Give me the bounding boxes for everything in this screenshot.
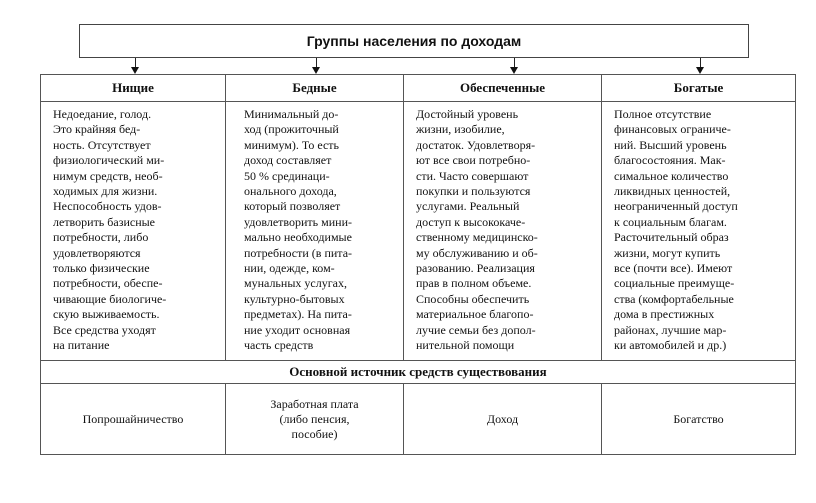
source-cell-low-income <box>226 384 404 455</box>
description-text: Достойный уровень жизни, изобилие, достаток. Удовлетворя- ют все свои потребно- сти. Часто совершают покупки и пользуются услугами. Реальный доступ к высококаче- ственному медицинско- му обслуживанию и об- разованию. Реализация прав в полном объеме. Способны обеспечить материальное благопо- лучие семьи без допол- нительной помощи <box>416 107 538 353</box>
source-text: Попрошайничество <box>82 411 184 426</box>
income-groups-table <box>40 74 796 455</box>
description-row <box>41 102 796 361</box>
arrow-down-icon <box>510 58 520 74</box>
source-text: Богатство <box>673 411 724 426</box>
source-text: Заработная плата (либо пенсия, пособие) <box>270 396 359 441</box>
description-cell-poor <box>41 102 226 361</box>
diagram-title: Группы населения по доходам <box>79 24 749 58</box>
source-row <box>41 384 796 455</box>
arrow-down-icon <box>131 58 141 74</box>
header-cell-rich: Богатые <box>602 75 796 102</box>
section-row <box>41 361 796 384</box>
description-text: Полное отсутствие финансовых ограниче- ний. Высший уровень благосостояния. Мак- симальное количество ликвидных ценностей, неограниченный доступ к социальным благам. Расточительный образ жизни, могут купить все (почти все). Имеют социальные преимуще- ства (комфортабельные дома в престижных районах, лучшие мар- ки автомобилей и др.) <box>614 107 738 353</box>
header-cell-poor: Нищие <box>41 75 226 102</box>
description-text: Минимальный до- ход (прожиточный минимум). То есть доход составляет 50 % срединаци- онального дохода, который позволяет удовлетворить мини- мально необходимые потребности (в пита- нии, одежде, ком- мунальных услугах, культурно-бытовых предметах). На пита- ние уходит основная часть средств <box>244 107 353 353</box>
description-text: Недоедание, голод. Это крайняя бед- ность. Отсутствует физиологический ми- нимум средств, необ- ходимых для жизни. Неспособность удов- летворить базисные потребности, либо удовлетворяются только физические потребности, обеспе- чивающие биологиче- скую выживаемость. Все средства уходят на питание <box>53 107 167 353</box>
source-cell-poor <box>41 384 226 455</box>
source-cell-rich <box>602 384 796 455</box>
header-row <box>41 75 796 102</box>
arrow-down-icon <box>312 58 322 74</box>
section-title: Основной источник средств существования <box>41 361 796 384</box>
source-text: Доход <box>486 411 519 426</box>
description-cell-rich <box>602 102 796 361</box>
description-cell-well-off <box>404 102 602 361</box>
arrow-down-icon <box>696 58 706 74</box>
source-cell-well-off <box>404 384 602 455</box>
header-cell-well-off: Обеспеченные <box>404 75 602 102</box>
description-cell-low-income <box>226 102 404 361</box>
header-cell-low-income: Бедные <box>226 75 404 102</box>
